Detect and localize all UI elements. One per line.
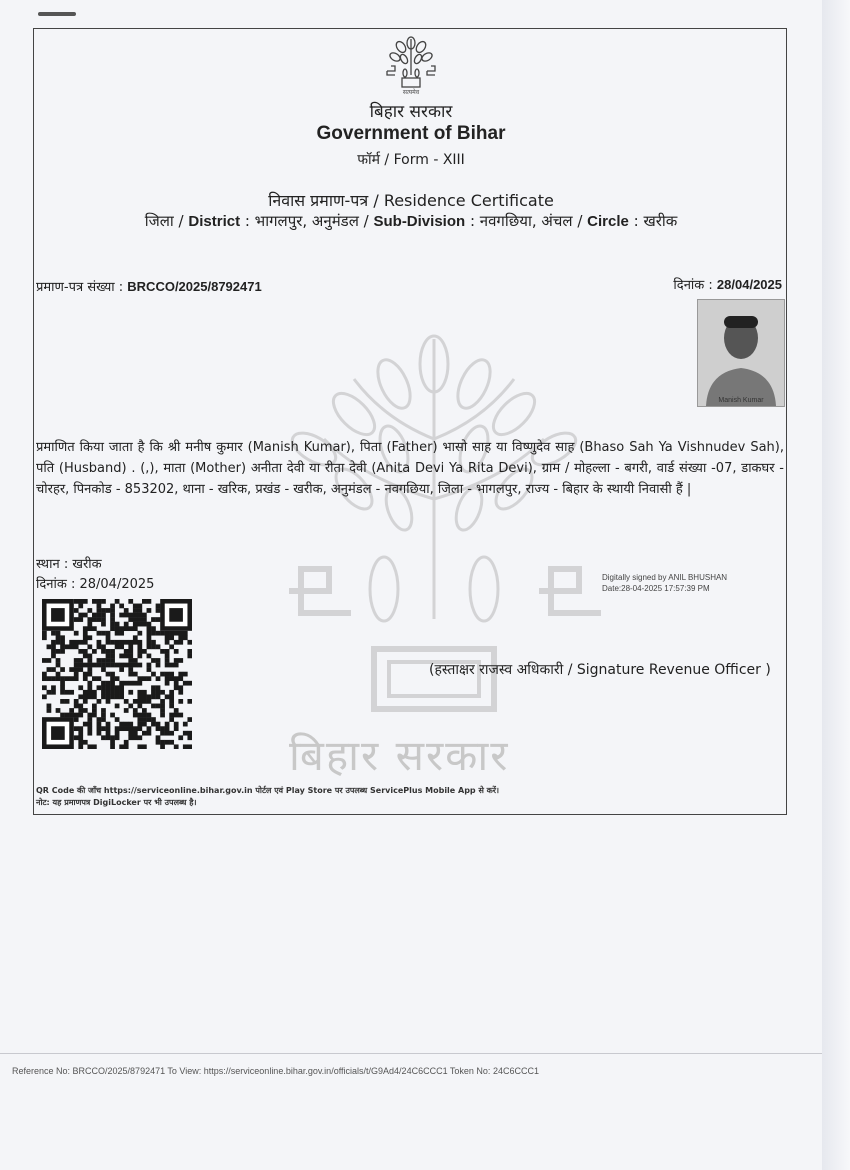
bihar-emblem-icon <box>380 33 442 97</box>
qr-note-line-1: QR Code की जाँच https://serviceonline.bihar.gov.in पोर्टल एवं Play Store पर उपलब्ध ServicePlus Mobile App से करें। <box>36 786 500 795</box>
reference-footer: Reference No: BRCCO/2025/8792471 To View: https://serviceonline.bihar.gov.in/officials/t/G9Ad4/24C6CCC1 Token No: 24C6CCC1 <box>12 1066 539 1076</box>
subdivision-value: : नवगछिया, अंचल / <box>469 212 583 230</box>
hindi-government-title: बिहार सरकार <box>369 102 453 122</box>
certificate-title-hindi: निवास प्रमाण-पत्र / <box>268 191 379 210</box>
circle-label: Circle <box>587 213 629 230</box>
district-value: : भागलपुर, अनुमंडल / <box>244 212 369 230</box>
certificate-title-english: Residence Certificate <box>383 191 554 210</box>
form-number: फॉर्म / Form - XIII <box>357 152 465 168</box>
watermark-text: बिहार सरकार <box>289 731 510 780</box>
photo-caption: Manish Kumar <box>718 397 764 404</box>
digital-signature-stamp <box>602 572 727 594</box>
qr-code-icon[interactable] <box>42 599 192 749</box>
person-silhouette-icon <box>698 300 784 406</box>
government-title: Government of Bihar <box>316 123 506 144</box>
district-line <box>34 211 788 231</box>
digital-signature-date: Date:28-04-2025 17:57:39 PM <box>602 584 710 593</box>
signature-label: (हस्ताक्षर राजस्व अधिकारी / Signature Revenue Officer ) <box>429 662 771 678</box>
certificate-body-text: प्रमाणित किया जाता है कि श्री मनीष कुमार (Manish Kumar), पिता (Father) भासो साह या विष्णुदेव साह (Bhaso Sah Ya Vishnudev Sah), पति (Husband) . (,), माता (Mother) अनीता देवी या रीता देवी (Anita Devi Ya Rita Devi), ग्राम / मोहल्ला - बगरी, वार्ड संख्या -07, डाकघर - चोरहर, पिनकोड - 853202, थाना - खरिक, प्रखंड - खरीक, अनुमंडल - नवगछिया, जिला - भागलपुर, राज्य - बिहार के स्थायी निवासी हैं | <box>36 440 784 497</box>
applicant-photo <box>697 299 785 407</box>
bodhi-tree-watermark-icon <box>254 329 614 789</box>
subdivision-label: Sub-Division <box>373 213 466 230</box>
emblem-motto: सत्यमेव <box>402 89 420 96</box>
page-edge <box>822 0 850 1170</box>
digital-signature-name: Digitally signed by ANIL BHUSHAN <box>602 573 728 582</box>
sign-date: दिनांक : 28/04/2025 <box>36 577 155 592</box>
issue-date <box>673 275 782 293</box>
certificate-number-label: प्रमाण-पत्र संख्या : <box>36 280 124 295</box>
circle-value: : खरीक <box>633 212 678 230</box>
qr-note-line-2: नोट: यह प्रमाणपत्र DigiLocker पर भी उपलब्ध है। <box>36 798 197 807</box>
scan-mark <box>38 12 76 16</box>
district-label: District <box>188 213 241 230</box>
certificate-title <box>34 189 788 211</box>
certificate-number <box>36 277 262 295</box>
footer-divider <box>0 1053 822 1054</box>
certificate-frame <box>33 28 787 815</box>
issue-date-value: 28/04/2025 <box>716 277 782 292</box>
district-prefix: जिला / <box>144 212 184 230</box>
issue-date-label: दिनांक : <box>673 278 713 293</box>
certificate-number-value: BRCCO/2025/8792471 <box>127 279 262 294</box>
place: स्थान : खरीक <box>36 557 102 572</box>
qr-verification-note <box>36 785 499 809</box>
